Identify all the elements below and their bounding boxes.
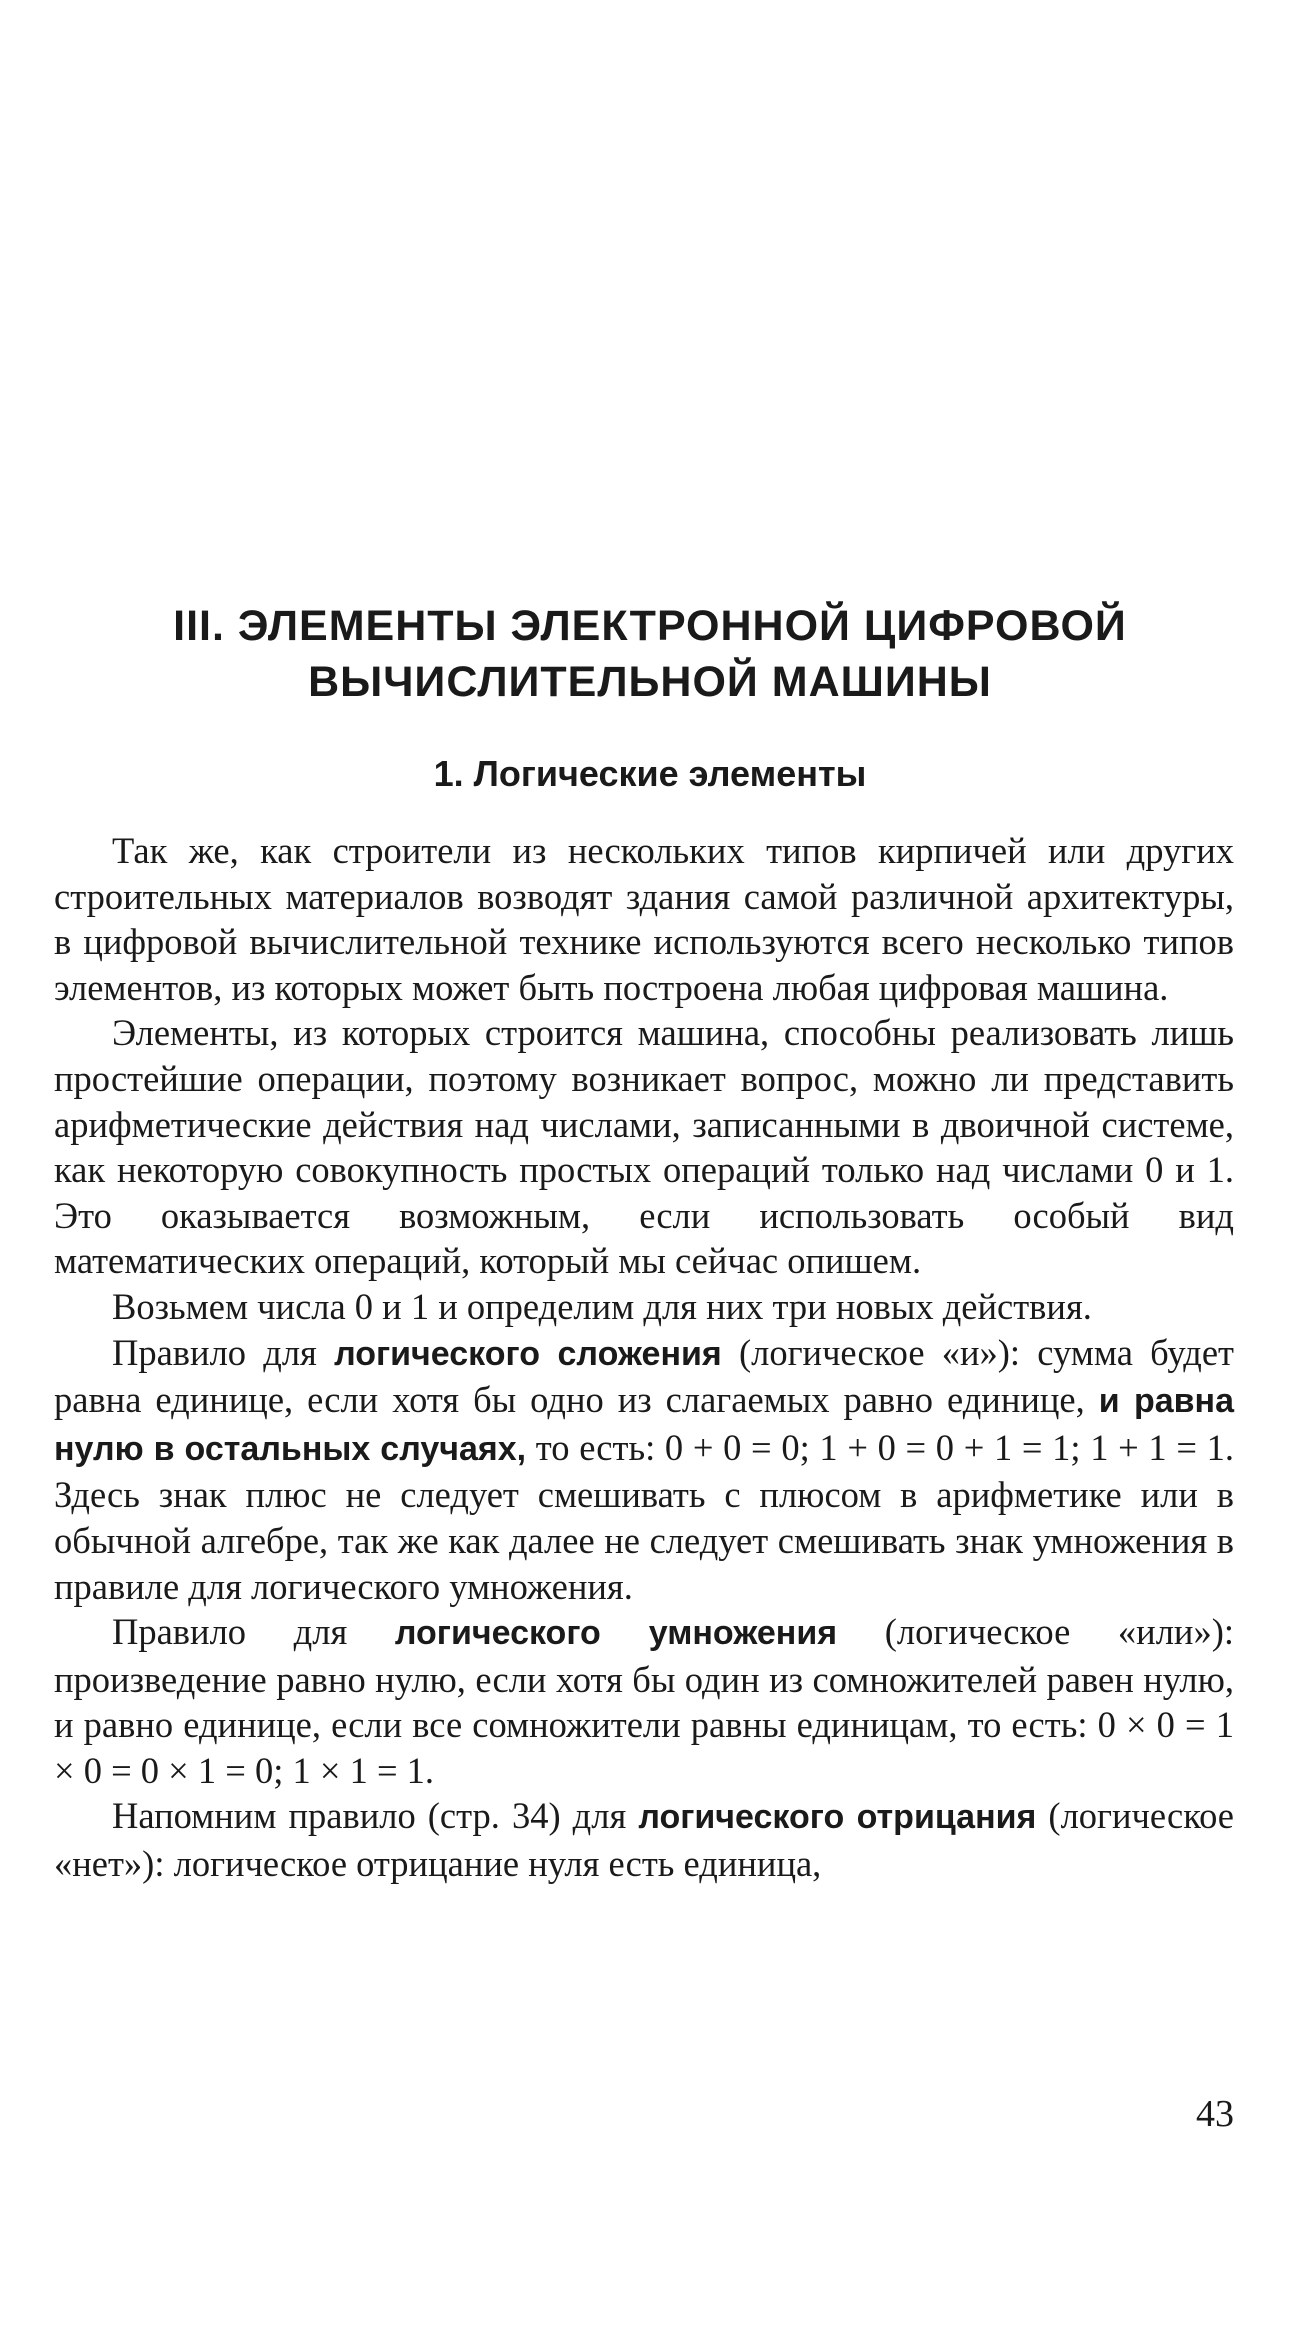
paragraph-4-text-1: Правило для [112,1331,335,1373]
term-logical-multiplication: логического умножения [394,1614,838,1653]
paragraph-6-text-1: Напомним правило (стр. 34) для [112,1795,639,1837]
section-title: 1. Логические элементы [433,753,867,794]
paragraph-2: Элементы, из которых строится машина, способны реализовать лишь простейшие операции, поэтому возникает вопрос, можно ли представить арифметические действия над числами, записанными в двоичной системе, как некоторую совокупность простых операций только над числами 0 и 1. Это оказывается возможным, если использовать особый вид математических операций, который мы сейчас опишем. [54,1012,1234,1282]
paragraph-5-text-2: (логическое «или»): произведение равно нулю, если хотя бы один из сомножителей равен нулю, и равно единице, если все сомножители равны единицам, то есть: 0 × 0 = 1 × 0 = 0 × 1 = 0; 1 × 1 = 1. [54,1611,1234,1791]
paragraph-5 [54,1609,1234,1793]
paragraph-6-text-2: (логическое «нет»): логическое отрицание нуля есть единица, [54,1795,1234,1885]
body-text [54,828,1234,1887]
term-logical-addition: логического сложения [334,1334,722,1373]
paragraph-1: Так же, как строители из нескольких типов кирпичей или других строительных материалов возводят здания самой различной архитектуры, в цифровой вычислительной технике используются всего несколько типов элементов, из которых может быть построена любая цифровая машина. [54,830,1234,1008]
chapter-title-line-1: III. ЭЛЕМЕНТЫ ЭЛЕКТРОННОЙ ЦИФРОВОЙ [173,602,1127,650]
paragraph-6 [54,1793,1234,1886]
chapter-title-line-2: ВЫЧИСЛИТЕЛЬНОЙ МАШИНЫ [308,658,992,706]
page-number: 43 [1196,2093,1234,2135]
paragraph-4-text-3: то есть: 0 + 0 = 0; 1 + 0 = 0 + 1 = 1; 1 + 1 = 1. Здесь знак плюс не следует смешивать с плюсом в арифметике или в обычной алгебре, так же как далее не следует смешивать знак умножения в правиле для логического умножения. [54,1426,1234,1607]
paragraph-5-text-1: Правило для [112,1611,395,1653]
paragraph-4 [54,1330,1234,1610]
chapter-title [120,598,1180,710]
emphasis-zero-otherwise: и равна нулю в остальных случаях, [54,1382,1234,1468]
paragraph-4-text-2: (логическое «и»): сумма будет равна единице, если хотя бы одно из слагаемых равно единице, [54,1331,1234,1421]
term-logical-negation: логического отрицания [638,1798,1037,1837]
paragraph-3: Возьмем числа 0 и 1 и определим для них три новых действия. [112,1285,1092,1327]
